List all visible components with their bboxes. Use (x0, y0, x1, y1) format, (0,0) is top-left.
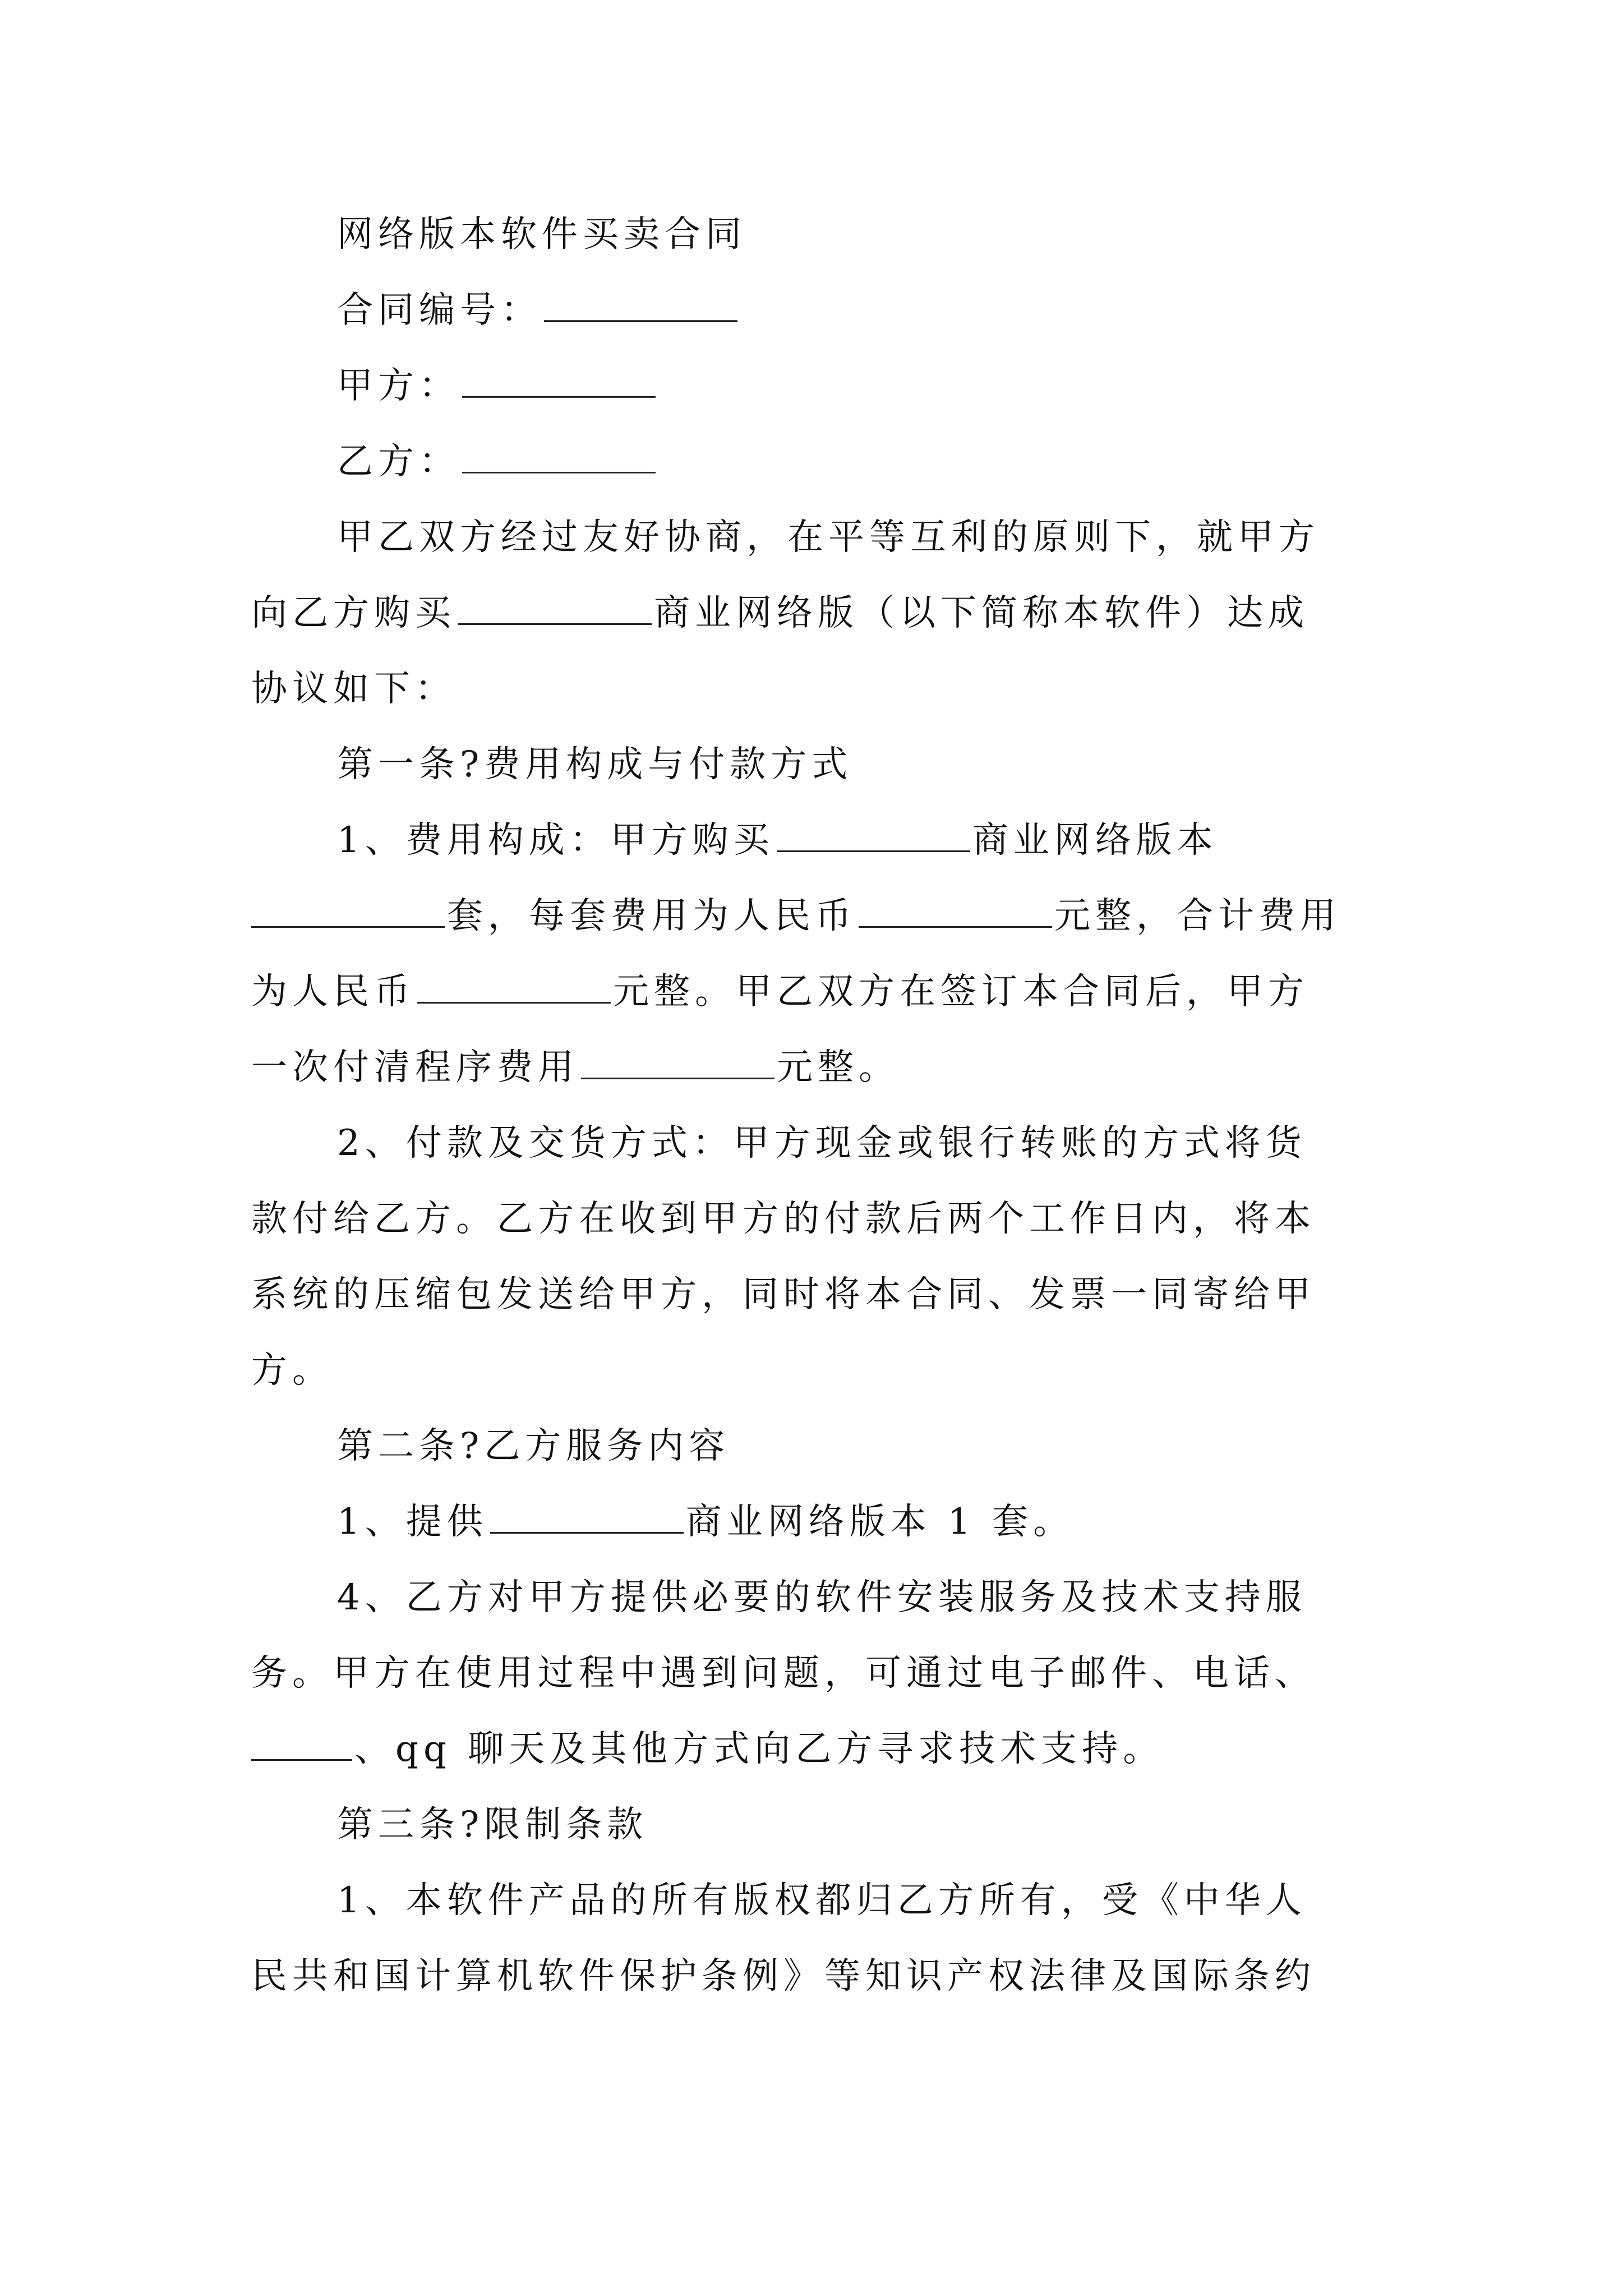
restriction-line-2: 民共和国计算机软件保护条例》等知识产权法律及国际条约 (251, 1955, 1316, 1997)
quantity-blank (251, 894, 445, 928)
total-price-blank (417, 969, 611, 1004)
fee-structure-line-3 (251, 965, 1309, 1019)
unit-price-blank (859, 894, 1052, 928)
fee-text-f: 元整。甲乙双方在签订本合同后，甲方 (613, 971, 1309, 1013)
contract-number-blank (544, 288, 737, 322)
restriction-line-1: 1、本软件产品的所有版权都归乙方所有，受《中华人 (337, 1880, 1307, 1921)
contract-number-line (337, 283, 740, 337)
payment-line-2: 款付给乙方。乙方在收到甲方的付款后两个工作日内，将本 (251, 1198, 1316, 1240)
service-text-b: 商业网络版本 1 套。 (685, 1501, 1075, 1543)
service-text-a: 1、提供 (337, 1501, 488, 1543)
intro-text-b: 商业网络版（以下简称本软件）达成 (654, 592, 1309, 634)
fee-text-h: 元整。 (777, 1047, 900, 1088)
party-b-label: 乙方： (337, 441, 460, 482)
support-line-3 (251, 1722, 1164, 1776)
fee-structure-line-2 (251, 889, 1341, 943)
service-item-1 (337, 1495, 1074, 1549)
fee-text-c: 套，每套费用为人民币 (447, 895, 856, 937)
product-name-blank (458, 591, 652, 625)
support-line-1: 4、乙方对甲方提供必要的软件安装服务及技术支持服 (337, 1577, 1307, 1618)
intro-line-2 (251, 586, 1309, 640)
fee-product-blank (777, 818, 970, 852)
fee-text-a: 1、费用构成：甲方购买 (337, 820, 774, 861)
fee-text-e: 为人民币 (251, 971, 415, 1013)
document-title: 网络版本软件买卖合同 (337, 214, 746, 255)
article-1-heading: 第一条?费用构成与付款方式 (337, 744, 853, 785)
program-fee-blank (581, 1045, 774, 1079)
payment-line-4: 方。 (251, 1350, 333, 1391)
intro-line-3: 协议如下： (251, 668, 456, 710)
payment-line-1: 2、付款及交货方式：甲方现金或银行转账的方式将货 (337, 1122, 1307, 1164)
party-a-line (337, 359, 658, 413)
article-2-heading: 第二条?乙方服务内容 (337, 1425, 730, 1467)
fee-text-d: 元整，合计费用 (1054, 895, 1341, 937)
party-b-line (337, 435, 658, 489)
support-line-2: 务。甲方在使用过程中遇到问题，可通过电子邮件、电话、 (251, 1653, 1316, 1694)
fee-structure-line-4 (251, 1041, 900, 1094)
party-a-blank (462, 364, 656, 398)
contract-number-label: 合同编号： (337, 289, 542, 331)
intro-line-1: 甲乙双方经过友好协商，在平等互利的原则下，就甲方 (337, 517, 1320, 558)
payment-line-3: 系统的压缩包发送给甲方，同时将本合同、发票一同寄给甲 (251, 1274, 1316, 1315)
fee-text-g: 一次付清程序费用 (251, 1047, 579, 1088)
support-text: 、qq 聊天及其他方式向乙方寻求技术支持。 (354, 1728, 1164, 1770)
party-b-blank (462, 439, 656, 473)
party-a-label: 甲方： (337, 365, 460, 407)
service-product-blank (490, 1499, 684, 1534)
intro-text-a: 向乙方购买 (251, 592, 456, 634)
fee-text-b: 商业网络版本 (972, 820, 1218, 861)
fee-structure-line-1 (337, 813, 1218, 867)
contact-method-blank (251, 1727, 352, 1761)
article-3-heading: 第三条?限制条款 (337, 1804, 648, 1846)
